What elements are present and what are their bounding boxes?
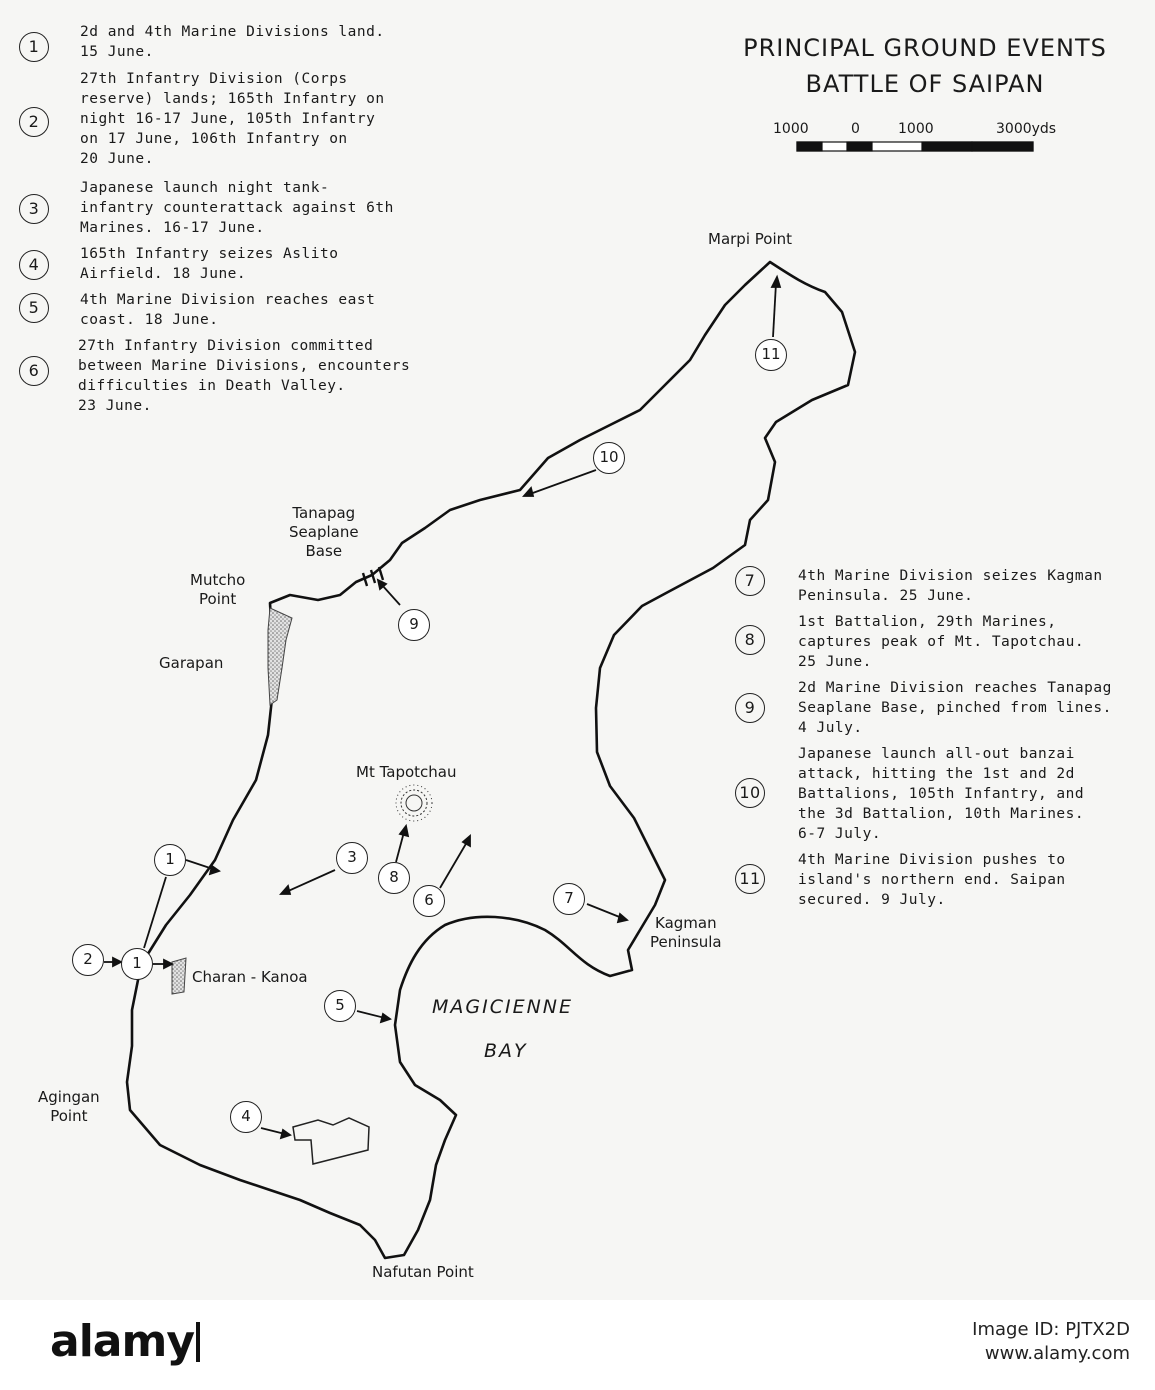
legend-text: 4th Marine Division pushes to island's northern end. Saipan secured. 9 July.: [798, 852, 1066, 908]
aslito-airfield: [293, 1118, 369, 1164]
legend-text: 165th Infantry seizes Aslito Airfield. 18 June.: [80, 246, 339, 282]
legend-number: 4: [19, 250, 49, 280]
map-marker-3: 3: [336, 842, 368, 874]
legend-text: Japanese launch all-out banzai attack, hitting the 1st and 2d Battalions, 105th Infantry, and the 3d Battalion, 10th Marines. 6-7 July.: [798, 746, 1085, 842]
legend-number: 10: [735, 778, 765, 808]
legend-number: 1: [19, 32, 49, 62]
legend-text: 4th Marine Division seizes Kagman Peninsula. 25 June.: [798, 568, 1103, 604]
legend-text: 4th Marine Division reaches east coast. 18 June.: [80, 292, 376, 328]
scale-label-1000-right: 1000: [898, 121, 934, 137]
legend-text: 27th Infantry Division committed between Marine Divisions, encounters difficulties in Death Valley. 23 June.: [78, 338, 411, 414]
scale-bar: [797, 142, 1033, 151]
legend-number: 3: [19, 194, 49, 224]
map-marker-4: 4: [230, 1101, 262, 1133]
map-marker-7: 7: [553, 883, 585, 915]
legend-number: 5: [19, 293, 49, 323]
place-tanapag-seaplane-base: Tanapag Seaplane Base: [289, 504, 359, 560]
map-title-line-2: BATTLE OF SAIPAN: [805, 70, 1045, 98]
legend-text: 2d and 4th Marine Divisions land. 15 June.: [80, 24, 385, 60]
scale-label-0: 0: [851, 121, 860, 137]
alamy-logo[interactable]: alamy: [50, 1316, 200, 1367]
map-marker-11: 11: [755, 339, 787, 371]
map-title: [700, 30, 1150, 102]
map-marker-1-north: 1: [154, 844, 186, 876]
map-marker-10: 10: [593, 442, 625, 474]
map-marker-8: 8: [378, 862, 410, 894]
bay-label-line-2: BAY: [484, 1040, 528, 1062]
legend-number: 7: [735, 566, 765, 596]
map-marker-5: 5: [324, 990, 356, 1022]
legend-number: 8: [735, 625, 765, 655]
map-title-line-1: PRINCIPAL GROUND EVENTS: [743, 34, 1107, 62]
legend-number: 11: [735, 864, 765, 894]
scale-label-1000-left: 1000: [773, 121, 809, 137]
map-marker-1-south: 1: [121, 948, 153, 980]
garapan-town-area: [268, 608, 292, 705]
place-charan-kanoa: Charan - Kanoa: [192, 968, 308, 986]
scale-labels: [770, 121, 1070, 137]
place-marpi-point: Marpi Point: [708, 230, 793, 248]
place-mt-tapotchau: Mt Tapotchau: [356, 763, 457, 781]
place-kagman-peninsula: Kagman Peninsula: [650, 914, 722, 951]
legend-number: 9: [735, 693, 765, 723]
charan-kanoa-town-area: [172, 958, 186, 994]
legend-text: Japanese launch night tank- infantry counterattack against 6th Marines. 16-17 June.: [80, 180, 394, 236]
legend-text: 27th Infantry Division (Corps reserve) lands; 165th Infantry on night 16-17 June, 105th Infantry on 17 June, 106th Infantry on 20 June.: [80, 71, 385, 167]
place-nafutan-point: Nafutan Point: [372, 1263, 474, 1281]
map-marker-6: 6: [413, 885, 445, 917]
image-id: Image ID: PJTX2D www.alamy.com: [972, 1319, 1130, 1364]
stock-footer: [0, 1300, 1155, 1390]
place-agingan-point: Agingan Point: [38, 1088, 100, 1125]
place-mutcho-point: Mutcho Point: [190, 571, 246, 608]
legend-number: 6: [19, 356, 49, 386]
legend-text: 1st Battalion, 29th Marines, captures peak of Mt. Tapotchau. 25 June.: [798, 614, 1085, 670]
scale-label-3000: 3000yds: [996, 121, 1057, 137]
map-marker-2: 2: [72, 944, 104, 976]
legend-text: 2d Marine Division reaches Tanapag Seaplane Base, pinched from lines. 4 July.: [798, 680, 1112, 736]
bay-label-line-1: MAGICIENNE: [432, 996, 574, 1018]
legend-number: 2: [19, 107, 49, 137]
place-garapan: Garapan: [159, 654, 224, 672]
map-marker-9: 9: [398, 609, 430, 641]
mt-tapotchau-symbol: [396, 785, 432, 821]
